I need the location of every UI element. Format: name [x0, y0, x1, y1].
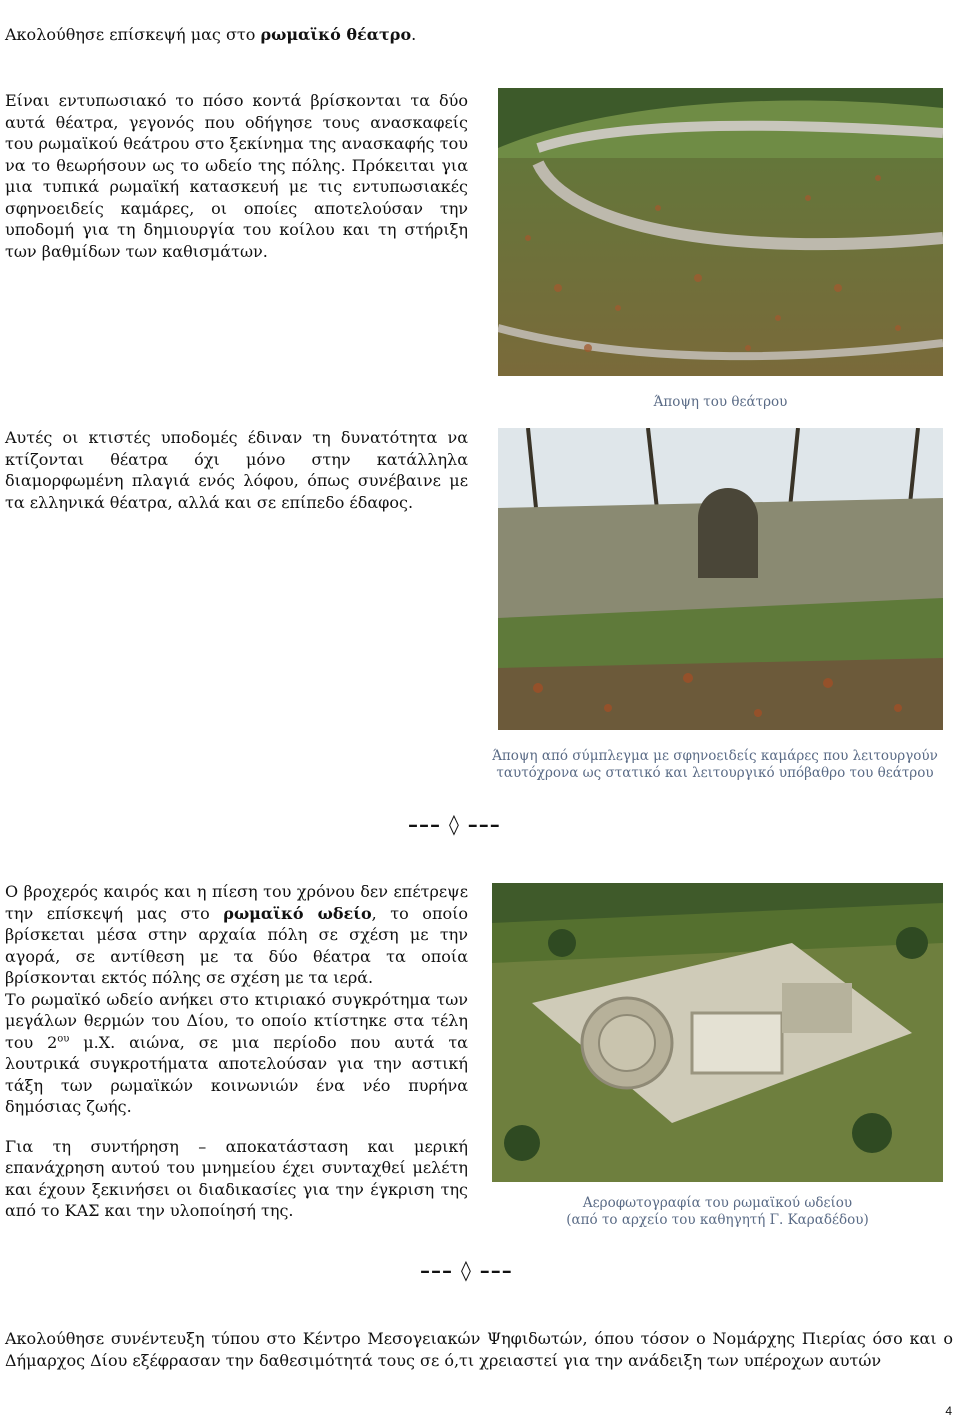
odeion-p1-text: Ο βροχερός καιρός και η πίεση του χρόνου δεν επέτρεψε την επίσκεψή μας στο	[5, 882, 468, 923]
odeion-p2-text: Το ρωμαϊκό ωδείο ανήκει στο κτιριακό συγκρότημα των μεγάλων θερμών του Δίου, το οποίο κτίστηκε στα τέλη του 2	[5, 989, 468, 1052]
closing-paragraph: Ακολούθησε συνέντευξη τύπου στο Κέντρο Μεσογειακών Ψηφιδωτών, όπου τόσον ο Νομάρχης Πιερίας όσο και ο Δήμαρχος Δίου εξέφρασαν την δαθεσιμότητά τους σε ό,τι χρειαστεί για την ανάδειξη των υπέροχων αυτών	[5, 1329, 953, 1370]
caption-aerial	[492, 1195, 943, 1229]
ordinal-superscript: ου	[57, 1033, 70, 1045]
caption-arches-line-2: ταυτόχρονα ως στατικό και λειτουργικό υπόβαθρο του θεάτρου	[496, 765, 934, 781]
odeion-text-block	[5, 881, 468, 1222]
aerial-photo	[492, 883, 943, 1182]
caption-theatre: Άποψη του θεάτρου	[653, 394, 788, 410]
arches-photo	[498, 428, 943, 730]
caption-aerial-line-1: Αεροφωτογραφία του ρωμαϊκού ωδείου	[582, 1195, 853, 1211]
odeion-p1-bold: ρωμαϊκό ωδείο	[223, 903, 372, 923]
odeion-paragraph-1	[5, 881, 468, 989]
intro-text: Ακολούθησε επίσκεψή μας στο	[5, 25, 261, 44]
caption-arches-line-1: Άποψη από σύμπλεγμα με σφηνοειδείς καμάρες που λειτουργούν	[492, 748, 938, 764]
theatre-paragraph-1: Είναι εντυπωσιακό το πόσο κοντά βρίσκονται τα δύο αυτά θέατρα, γεγονός που οδήγησε τους ανασκαφείς του ρωμαϊκού θεάτρου στο ξεκίνημα της ανασκαφής του να το θεωρήσουν ως το ωδείο της πόλης. Πρόκειται για μια τυπικά ρωμαϊκή κατασκευή με τις εντυπωσιακές σφηνοειδείς καμάρες, οι οποίες αποτελούσαν την υποδομή για τη δημιουργία του κοίλου και τη στήριξη των βαθμίδων των καθισμάτων.	[5, 91, 468, 261]
intro-line	[5, 24, 565, 46]
theatre-paragraph-2: Αυτές οι κτιστές υποδομές έδιναν τη δυνατότητα να κτίζονται θέατρα όχι μόνο στην κατάλληλα διαμορφωμένη πλαγιά ενός λόφου, όπως συνέβαινε με τα ελληνικά θέατρα, αλλά και σε επίπεδο έδαφος.	[5, 428, 468, 512]
section-separator-2: ––– ◊ –––	[420, 1258, 513, 1282]
odeion-p2-text-after: μ.Χ. αιώνα, σε μια περίοδο που αυτά τα λουτρικά συγκροτήματα αποτελούσαν για την αστική τάξη των ρωμαϊκών κοινωνιών ένα νέο πυρήνα δημόσιας ζωής.	[5, 1032, 468, 1116]
section-separator-1: ––– ◊ –––	[408, 812, 501, 836]
odeion-p1-text-after: , το οποίο βρίσκεται μέσα στην αρχαία πόλη σε σχέση με την αγορά, σε αντίθεση με τα δύο θέατρα τα οποία βρίσκονται εκτός πόλης σε σχέση με τα ιερά.	[5, 903, 468, 987]
theatre-photo	[498, 88, 943, 376]
odeion-paragraph-3: Για τη συντήρηση – αποκατάσταση και μερική επανάχρηση αυτού του μνημείου έχει συνταχθεί μελέτη και έχουν ξεκινήσει οι διαδικασίες για την έγκριση της από το ΚΑΣ και την υλοποίησή της.	[5, 1136, 468, 1220]
caption-arches	[470, 748, 960, 782]
intro-bold: ρωμαϊκό θέατρο	[260, 25, 412, 44]
intro-punct: .	[411, 25, 417, 44]
page-number: 4	[945, 1404, 952, 1418]
caption-aerial-line-2: (από το αρχείο του καθηγητή Γ. Καραδέδου)	[566, 1212, 869, 1228]
odeion-paragraph-2	[5, 989, 468, 1118]
